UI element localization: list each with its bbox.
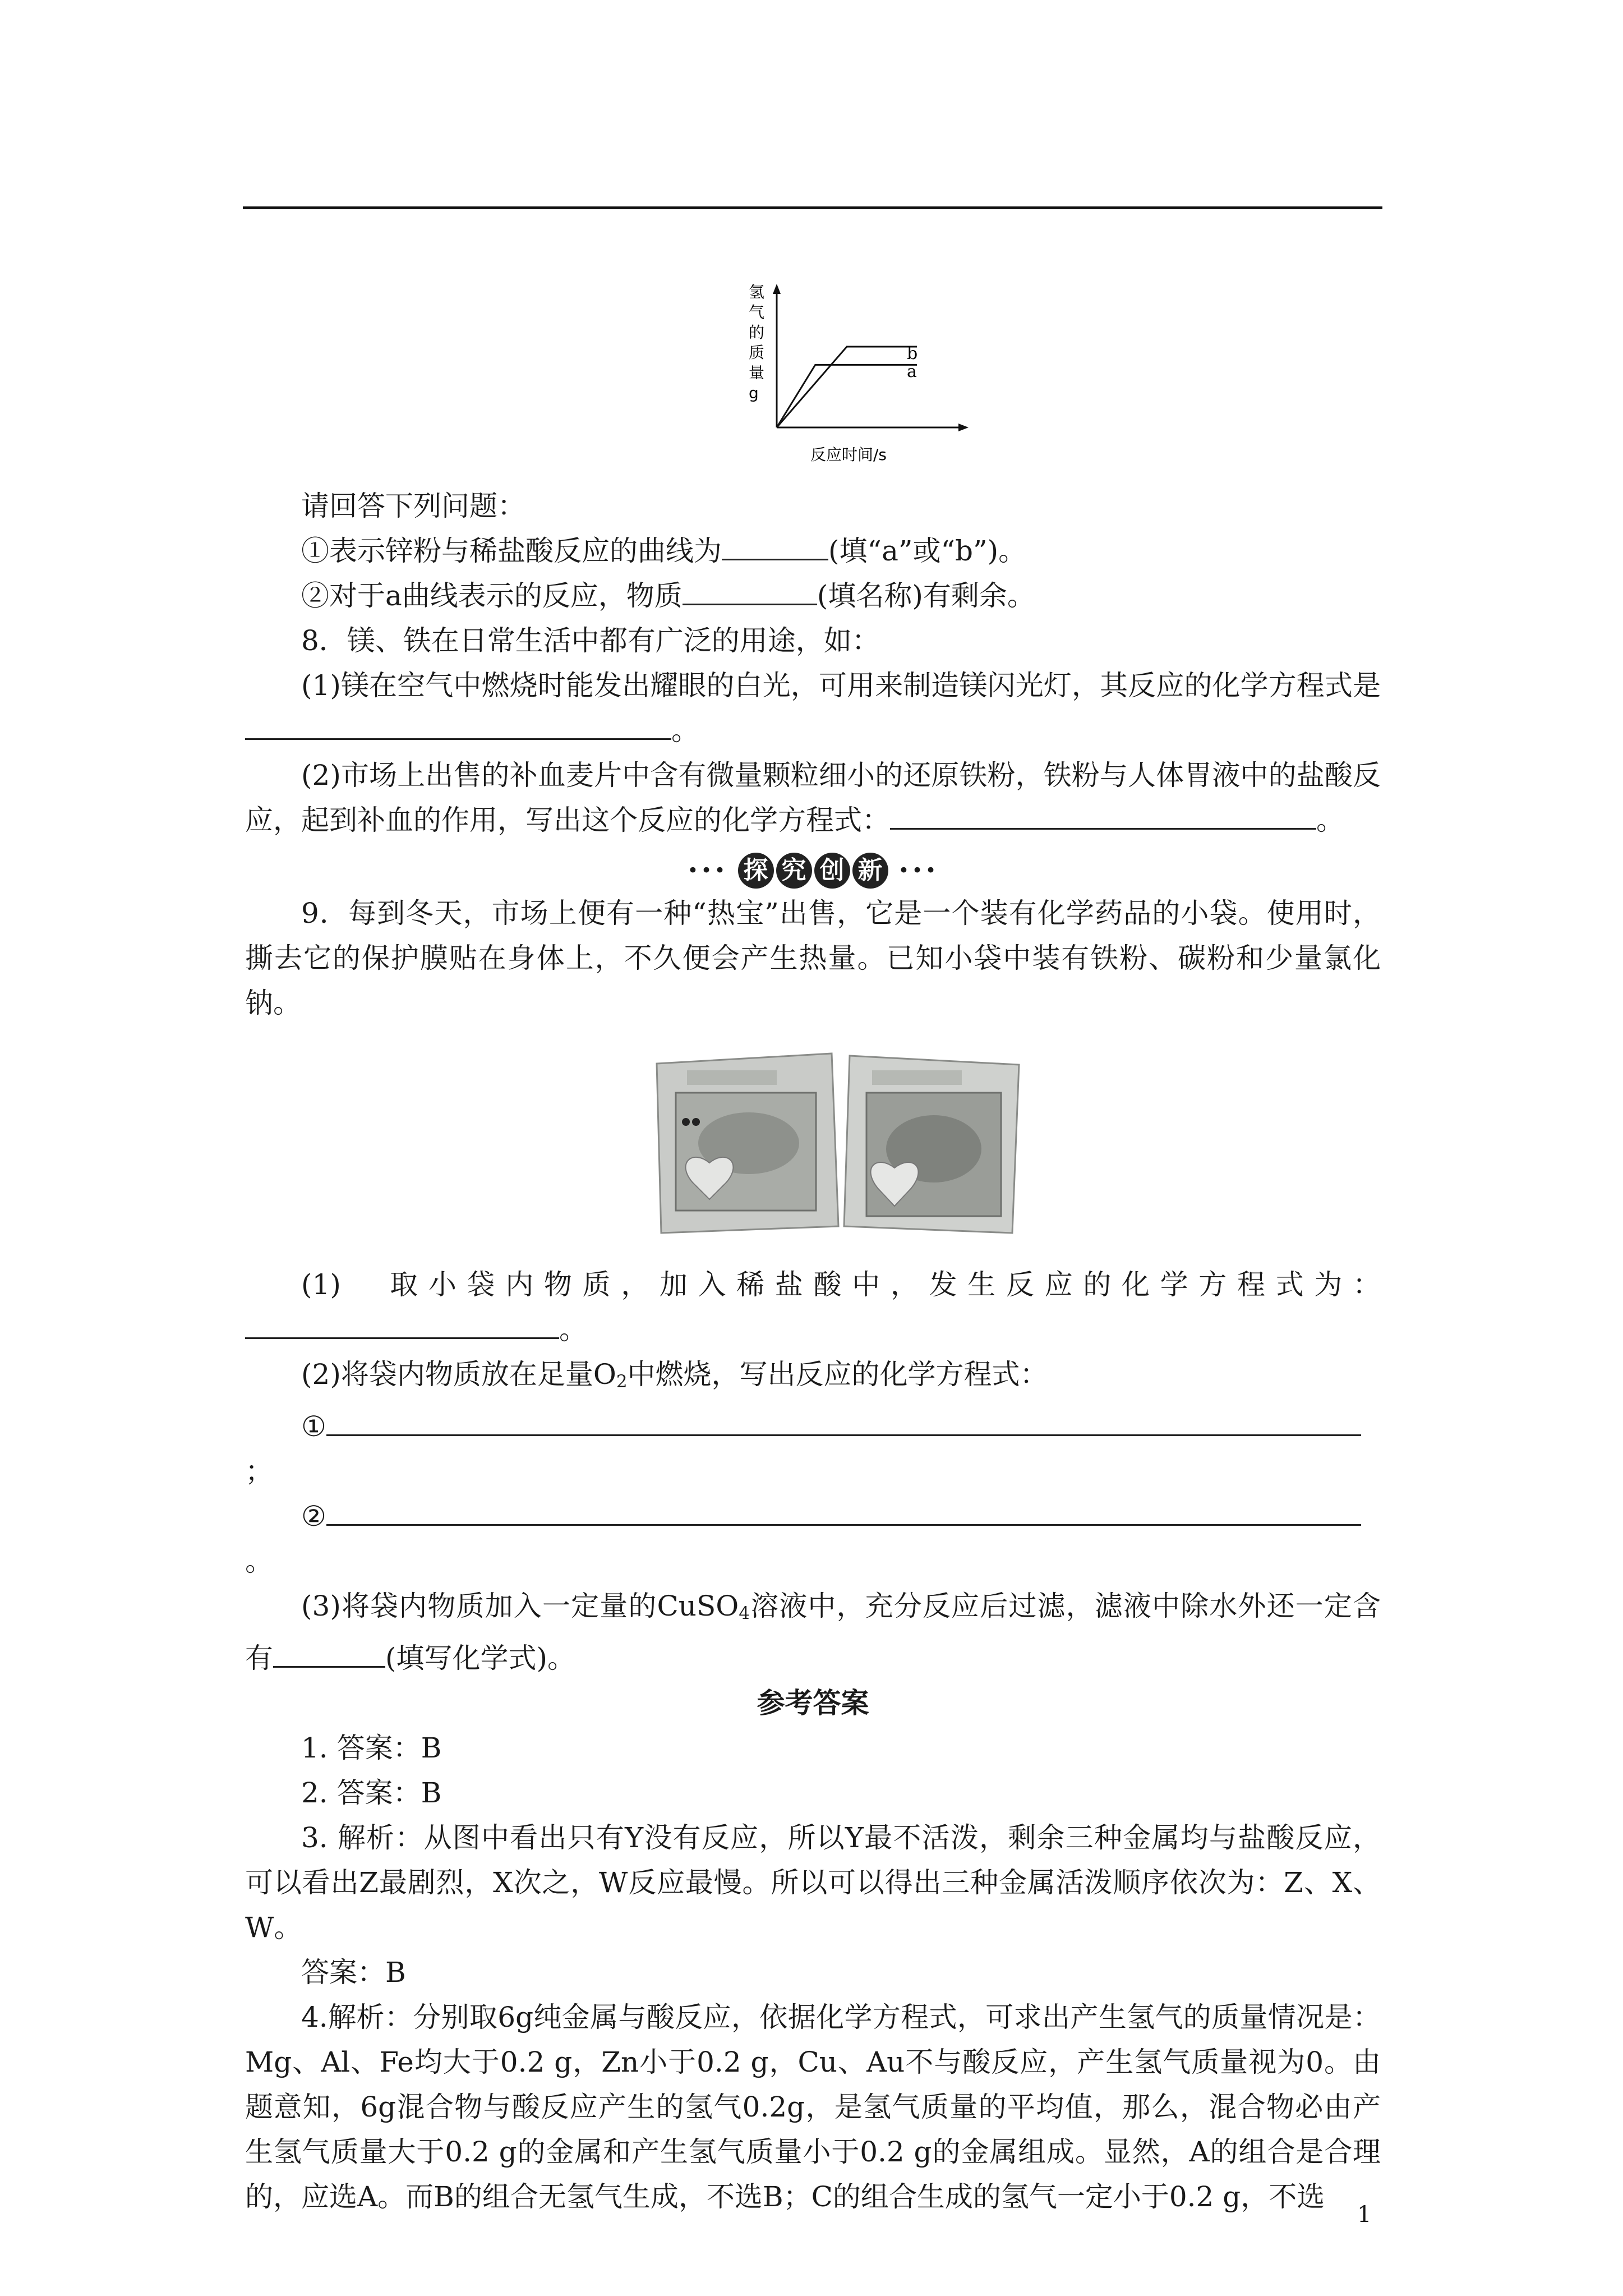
q9-part3: (3)将袋内物质加入一定量的CuSO$_4$溶液中，充分反应后过滤，滤液中除水外还一定含有 (填写化学式)。	[245, 1590, 1381, 1675]
packet-left	[657, 1053, 838, 1233]
answer-4: 4.解析：分别取6g纯金属与酸反应，依据化学方程式，可求出产生氢气的质量情况是：Mg、Al、Fe均大于0.2 g，Zn小于0.2 g，Cu、Au不与酸反应，产生氢气质量视为0。由题意知，6g混合物与酸反应产生的氢气0.2g，是氢气质量的平均值，那么，混合物必由产生氢气质量大于0.2 g的金属和产生氢气质量小于0.2 g的金属组成。显然，A的组合是合理的，应选A。而B的组合无氢气生成，不选B；C的组合生成的氢气一定小于0.2 g，不选	[245, 2001, 1381, 2214]
answer-3-result: 答案：B	[301, 1956, 406, 1989]
answer-3: 3. 解析：从图中看出只有Y没有反应，所以Y最不活泼，剩余三种金属均与盐酸反应，可以看出Z最剧烈，X次之，W反应最慢。所以可以得出三种金属活泼顺序依次为：Z、X、W。	[245, 1821, 1381, 1944]
curve-a-label: a	[907, 362, 917, 381]
answer-1: 1. 答案：B	[301, 1732, 442, 1765]
answer-blank	[326, 1498, 1361, 1526]
answer-blank	[245, 712, 671, 740]
page-number: 1	[1357, 2202, 1372, 2228]
header-rule	[243, 206, 1382, 209]
q9-part1: (1) 取小袋内物质，加入稀盐酸中，发生反应的化学方程式为：	[301, 1268, 1381, 1301]
x-axis-label: 反应时间/s	[810, 445, 887, 464]
hand-warmer-photo	[653, 1048, 1028, 1236]
q9-part2-choice2: ②。	[245, 1494, 1381, 1584]
answer-blank	[326, 1408, 1361, 1437]
curve-a-line	[777, 365, 917, 427]
q9-part2-choice1: ①；	[245, 1404, 1381, 1494]
answer-blank	[273, 1640, 385, 1668]
x-axis-arrow	[958, 424, 969, 431]
q9-stem: 9．每到冬天，市场上便有一种“热宝”出售，它是一个装有化学药品的小袋。使用时，撕去它的保护膜贴在身体上，不久便会产生热量。已知小袋中装有铁粉、碳粉和少量氯化钠。	[245, 897, 1381, 1019]
answer-2: 2. 答案：B	[301, 1777, 442, 1810]
q7-item2: ②对于a曲线表示的反应，物质 (填名称)有剩余。	[245, 573, 1381, 618]
q8-part2: (2)市场上出售的补血麦片中含有微量颗粒细小的还原铁粉，铁粉与人体胃液中的盐酸反应，起到补血的作用，写出这个反应的化学方程式： 。	[245, 759, 1381, 836]
main-content	[245, 484, 1381, 2219]
answer-blank	[890, 802, 1316, 830]
curve-b-line	[777, 347, 917, 427]
q9-part2: (2)将袋内物质放在足量$O_2$中燃烧，写出反应的化学方程式：	[301, 1358, 1048, 1392]
answer-blank	[245, 1311, 559, 1340]
answers-heading: 参考答案	[757, 1687, 869, 1720]
answer-blank	[722, 532, 828, 561]
hand-warmer-illustration	[653, 1048, 1028, 1236]
q8-part1: (1)镁在空气中燃烧时能发出耀眼的白光，可用来制造镁闪光灯，其反应的化学方程式是。	[245, 663, 1381, 753]
answer-blank	[683, 577, 817, 606]
section-banner: ••• 探 究 创 新 •••	[245, 846, 1381, 891]
q9-part1-blank: 。	[245, 1307, 1381, 1352]
q7-prompt: 请回答下列问题：	[301, 490, 525, 522]
packet-right	[844, 1056, 1019, 1233]
q7-item1: ①表示锌粉与稀盐酸反应的曲线为 (填“a”或“b”)。	[245, 528, 1381, 573]
y-axis-label: 氢气的质量 g	[749, 283, 765, 402]
hydrogen-mass-graph	[721, 280, 1012, 471]
q8-stem: 8．镁、铁在日常生活中都有广泛的用途，如：	[301, 624, 880, 657]
y-axis-arrow	[773, 284, 781, 294]
curve-b-label: b	[907, 344, 918, 364]
graph-svg	[721, 280, 1012, 471]
